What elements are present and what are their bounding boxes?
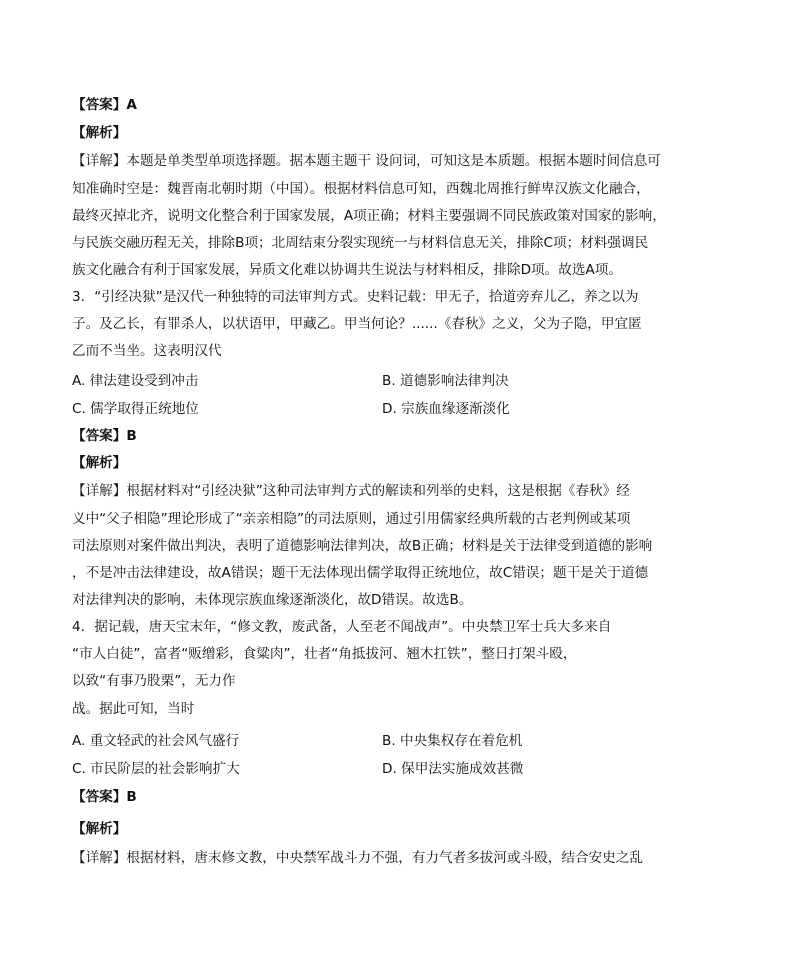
q3-answer: 【答案】B xyxy=(72,428,137,444)
q3-option-d: D. 宗族血缘逐渐淡化 xyxy=(382,401,510,417)
q3-detail-line-2: 义中“父子相隐”理论形成了“亲亲相隐”的司法原则，通过引用儒家经典所载的古老判例或某项 xyxy=(72,511,631,527)
q2-detail-line-2: 知准确时空是：魏晋南北朝时期（中国）。根据材料信息可知，西魏北周推行鲜卑汉族文化融合， xyxy=(72,181,650,197)
q4-option-b: B. 中央集权存在着危机 xyxy=(382,733,523,749)
q3-stem-line-1: 3．“引经决狱”是汉代一种独特的司法审判方式。史料记载：甲无子，拾道旁弃儿乙，养之以为 xyxy=(72,289,639,305)
q4-option-a: A. 重文轻武的社会风气盛行 xyxy=(72,733,240,749)
q2-detail-line-3: 最终灭掉北齐，说明文化整合利于国家发展，A项正确；材料主要强调不同民族政策对国家的影响， xyxy=(72,208,666,224)
q3-stem-line-2: 子。及乙长，有罪杀人，以状语甲，甲藏乙。甲当何论？......《春秋》之义，父为子隐，甲宜匿 xyxy=(72,316,642,332)
q3-option-b: B. 道德影响法律判决 xyxy=(382,373,509,389)
q4-stem-line-4: 战。据此可知，当时 xyxy=(72,701,195,717)
q4-stem-line-1: 4．据记载，唐天宝末年，“修文教，废武备，人至老不闻战声”。中央禁卫军士兵大多来自 xyxy=(72,619,612,635)
q3-stem-line-3: 乙而不当坐。这表明汉代 xyxy=(72,343,222,359)
q4-option-d: D. 保甲法实施成效甚微 xyxy=(382,761,524,777)
q3-detail-line-4: ，不是冲击法律建设，故A错误；题干无法体现出儒学取得正统地位，故C错误；题干是关于道德 xyxy=(72,565,649,581)
q2-analysis-heading: 【解析】 xyxy=(72,125,127,141)
q4-stem-line-2: “市人白徒”，富者“贩缯彩，食粱肉”，壮者“角抵拔河、翘木扛铁”，整日打架斗殴， xyxy=(72,646,577,662)
q2-detail-line-1: 【详解】本题是单类型单项选择题。据本题主题干 设问词，可知这是本质题。根据本题时间信息可 xyxy=(72,153,661,169)
q3-option-a: A. 律法建设受到冲击 xyxy=(72,373,199,389)
q4-option-c: C. 市民阶层的社会影响扩大 xyxy=(72,761,240,777)
q4-answer: 【答案】B xyxy=(72,789,137,805)
q4-detail-line-1: 【详解】根据材料，唐末修文教，中央禁军战斗力不强，有力气者多拔河或斗殴，结合安史之乱 xyxy=(72,850,643,866)
q2-detail-line-5: 族文化融合有利于国家发展，异质文化难以协调共生说法与材料相反，排除D项。故选A项。 xyxy=(72,262,622,278)
q2-answer: 【答案】A xyxy=(72,97,137,113)
q3-detail-line-5: 对法律判决的影响，未体现宗族血缘逐渐淡化，故D错误。故选B。 xyxy=(72,592,473,608)
q2-detail-line-4: 与民族交融历程无关，排除B项；北周结束分裂实现统一与材料信息无关，排除C项；材料强调民 xyxy=(72,235,649,251)
q3-option-c: C. 儒学取得正统地位 xyxy=(72,401,199,417)
q3-analysis-heading: 【解析】 xyxy=(72,455,127,471)
q4-stem-line-3: 以致“有事乃股栗”，无力作 xyxy=(72,673,236,689)
q4-analysis-heading: 【解析】 xyxy=(72,821,127,837)
q3-detail-line-3: 司法原则对案件做出判决，表明了道德影响法律判决，故B正确；材料是关于法律受到道德的影响 xyxy=(72,538,653,554)
q3-detail-line-1: 【详解】根据材料对“引经决狱”这种司法审判方式的解读和列举的史料，这是根据《春秋》经 xyxy=(72,483,630,499)
